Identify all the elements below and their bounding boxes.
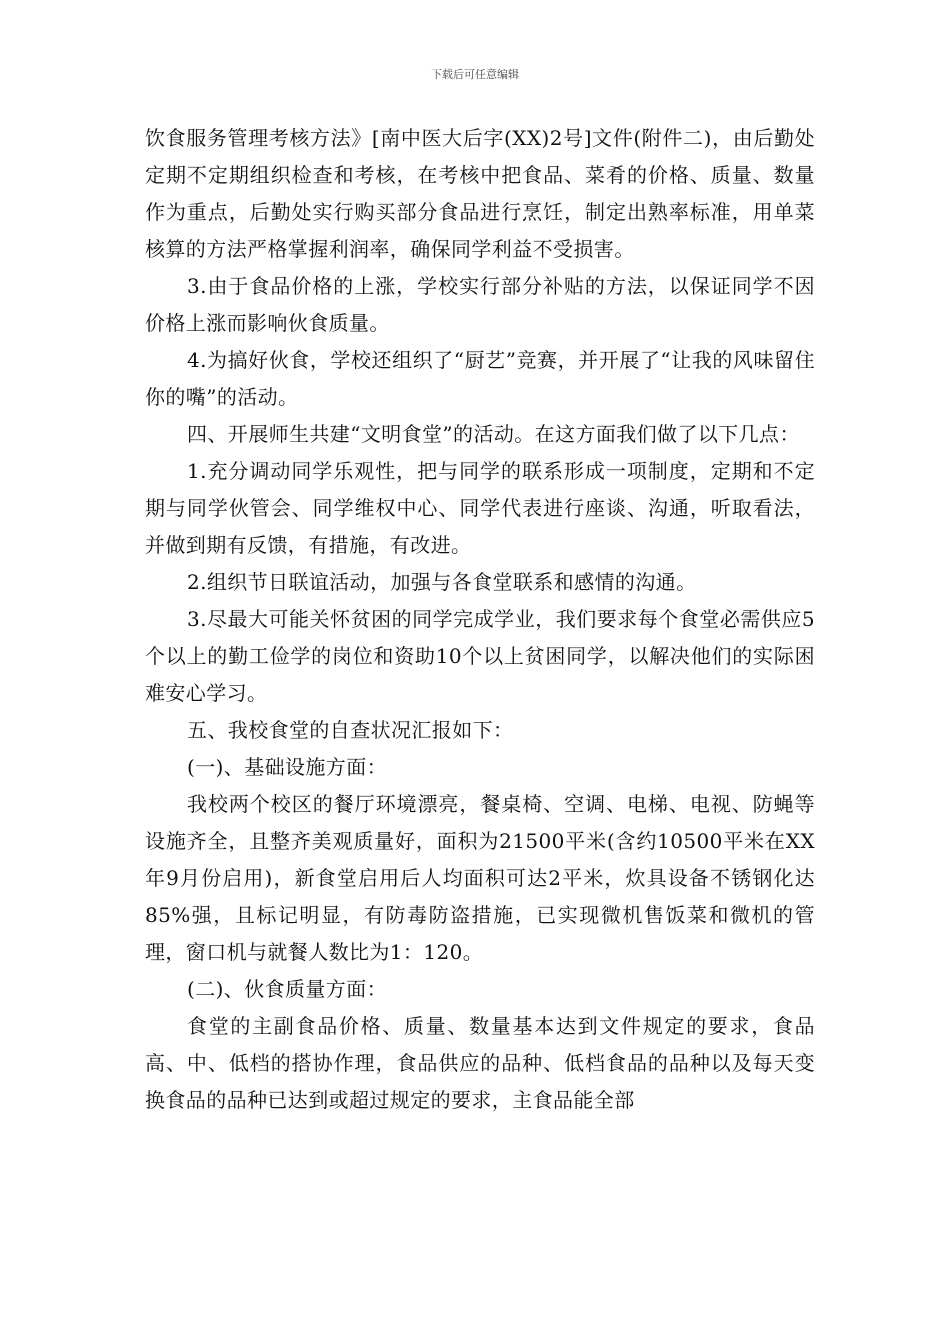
paragraph: 2.组织节日联谊活动，加强与各食堂联系和感情的沟通。: [187, 570, 697, 594]
paragraph: 3.由于食品价格的上涨，学校实行部分补贴的方法，以保证同学不因价格上涨而影响伙食质量。: [145, 274, 815, 335]
paragraph: 饮食服务管理考核方法》[南中医大后字(XX)2号]文件(附件二)，由后勤处定期不定期组织检查和考核，在考核中把食品、菜肴的价格、质量、数量作为重点，后勤处实行购买部分食品进行烹饪，制定出熟率标准，用单菜核算的方法严格掌握利润率，确保同学利益不受损害。: [145, 126, 815, 261]
document-body: [145, 120, 815, 1119]
paragraph: 食堂的主副食品价格、质量、数量基本达到文件规定的要求，食品高、中、低档的搭协作理，食品供应的品种、低档食品的品种以及每天变换食品的品种已达到或超过规定的要求，主食品能全部: [145, 1014, 815, 1112]
paragraph: 我校两个校区的餐厅环境漂亮，餐桌椅、空调、电梯、电视、防蝇等设施齐全，且整齐美观质量好，面积为21500平米(含约10500平米在XX年9月份启用)，新食堂启用后人均面积可达2平米，炊具设备不锈钢化达85%强，且标记明显，有防毒防盗措施，已实现微机售饭菜和微机的管理，窗口机与就餐人数比为1：120。: [145, 792, 815, 964]
paragraph: 3.尽最大可能关怀贫困的同学完成学业，我们要求每个食堂必需供应5个以上的勤工俭学的岗位和资助10个以上贫困同学，以解决他们的实际困难安心学习。: [145, 607, 815, 705]
section-heading: 四、开展师生共建“文明食堂”的活动。在这方面我们做了以下几点：: [187, 422, 800, 446]
subsection-heading: (二)、伙食质量方面：: [187, 977, 388, 1001]
page-header: 下载后可任意编辑: [431, 68, 519, 81]
section-heading: 五、我校食堂的自查状况汇报如下：: [187, 718, 514, 742]
paragraph: 4.为搞好伙食，学校还组织了“厨艺”竞赛，并开展了“让我的风味留住你的嘴”的活动。: [145, 348, 815, 409]
subsection-heading: (一)、基础设施方面：: [187, 755, 388, 779]
paragraph: 1.充分调动同学乐观性，把与同学的联系形成一项制度，定期和不定期与同学伙管会、同学维权中心、同学代表进行座谈、沟通，听取看法，并做到期有反馈，有措施，有改进。: [145, 459, 815, 557]
